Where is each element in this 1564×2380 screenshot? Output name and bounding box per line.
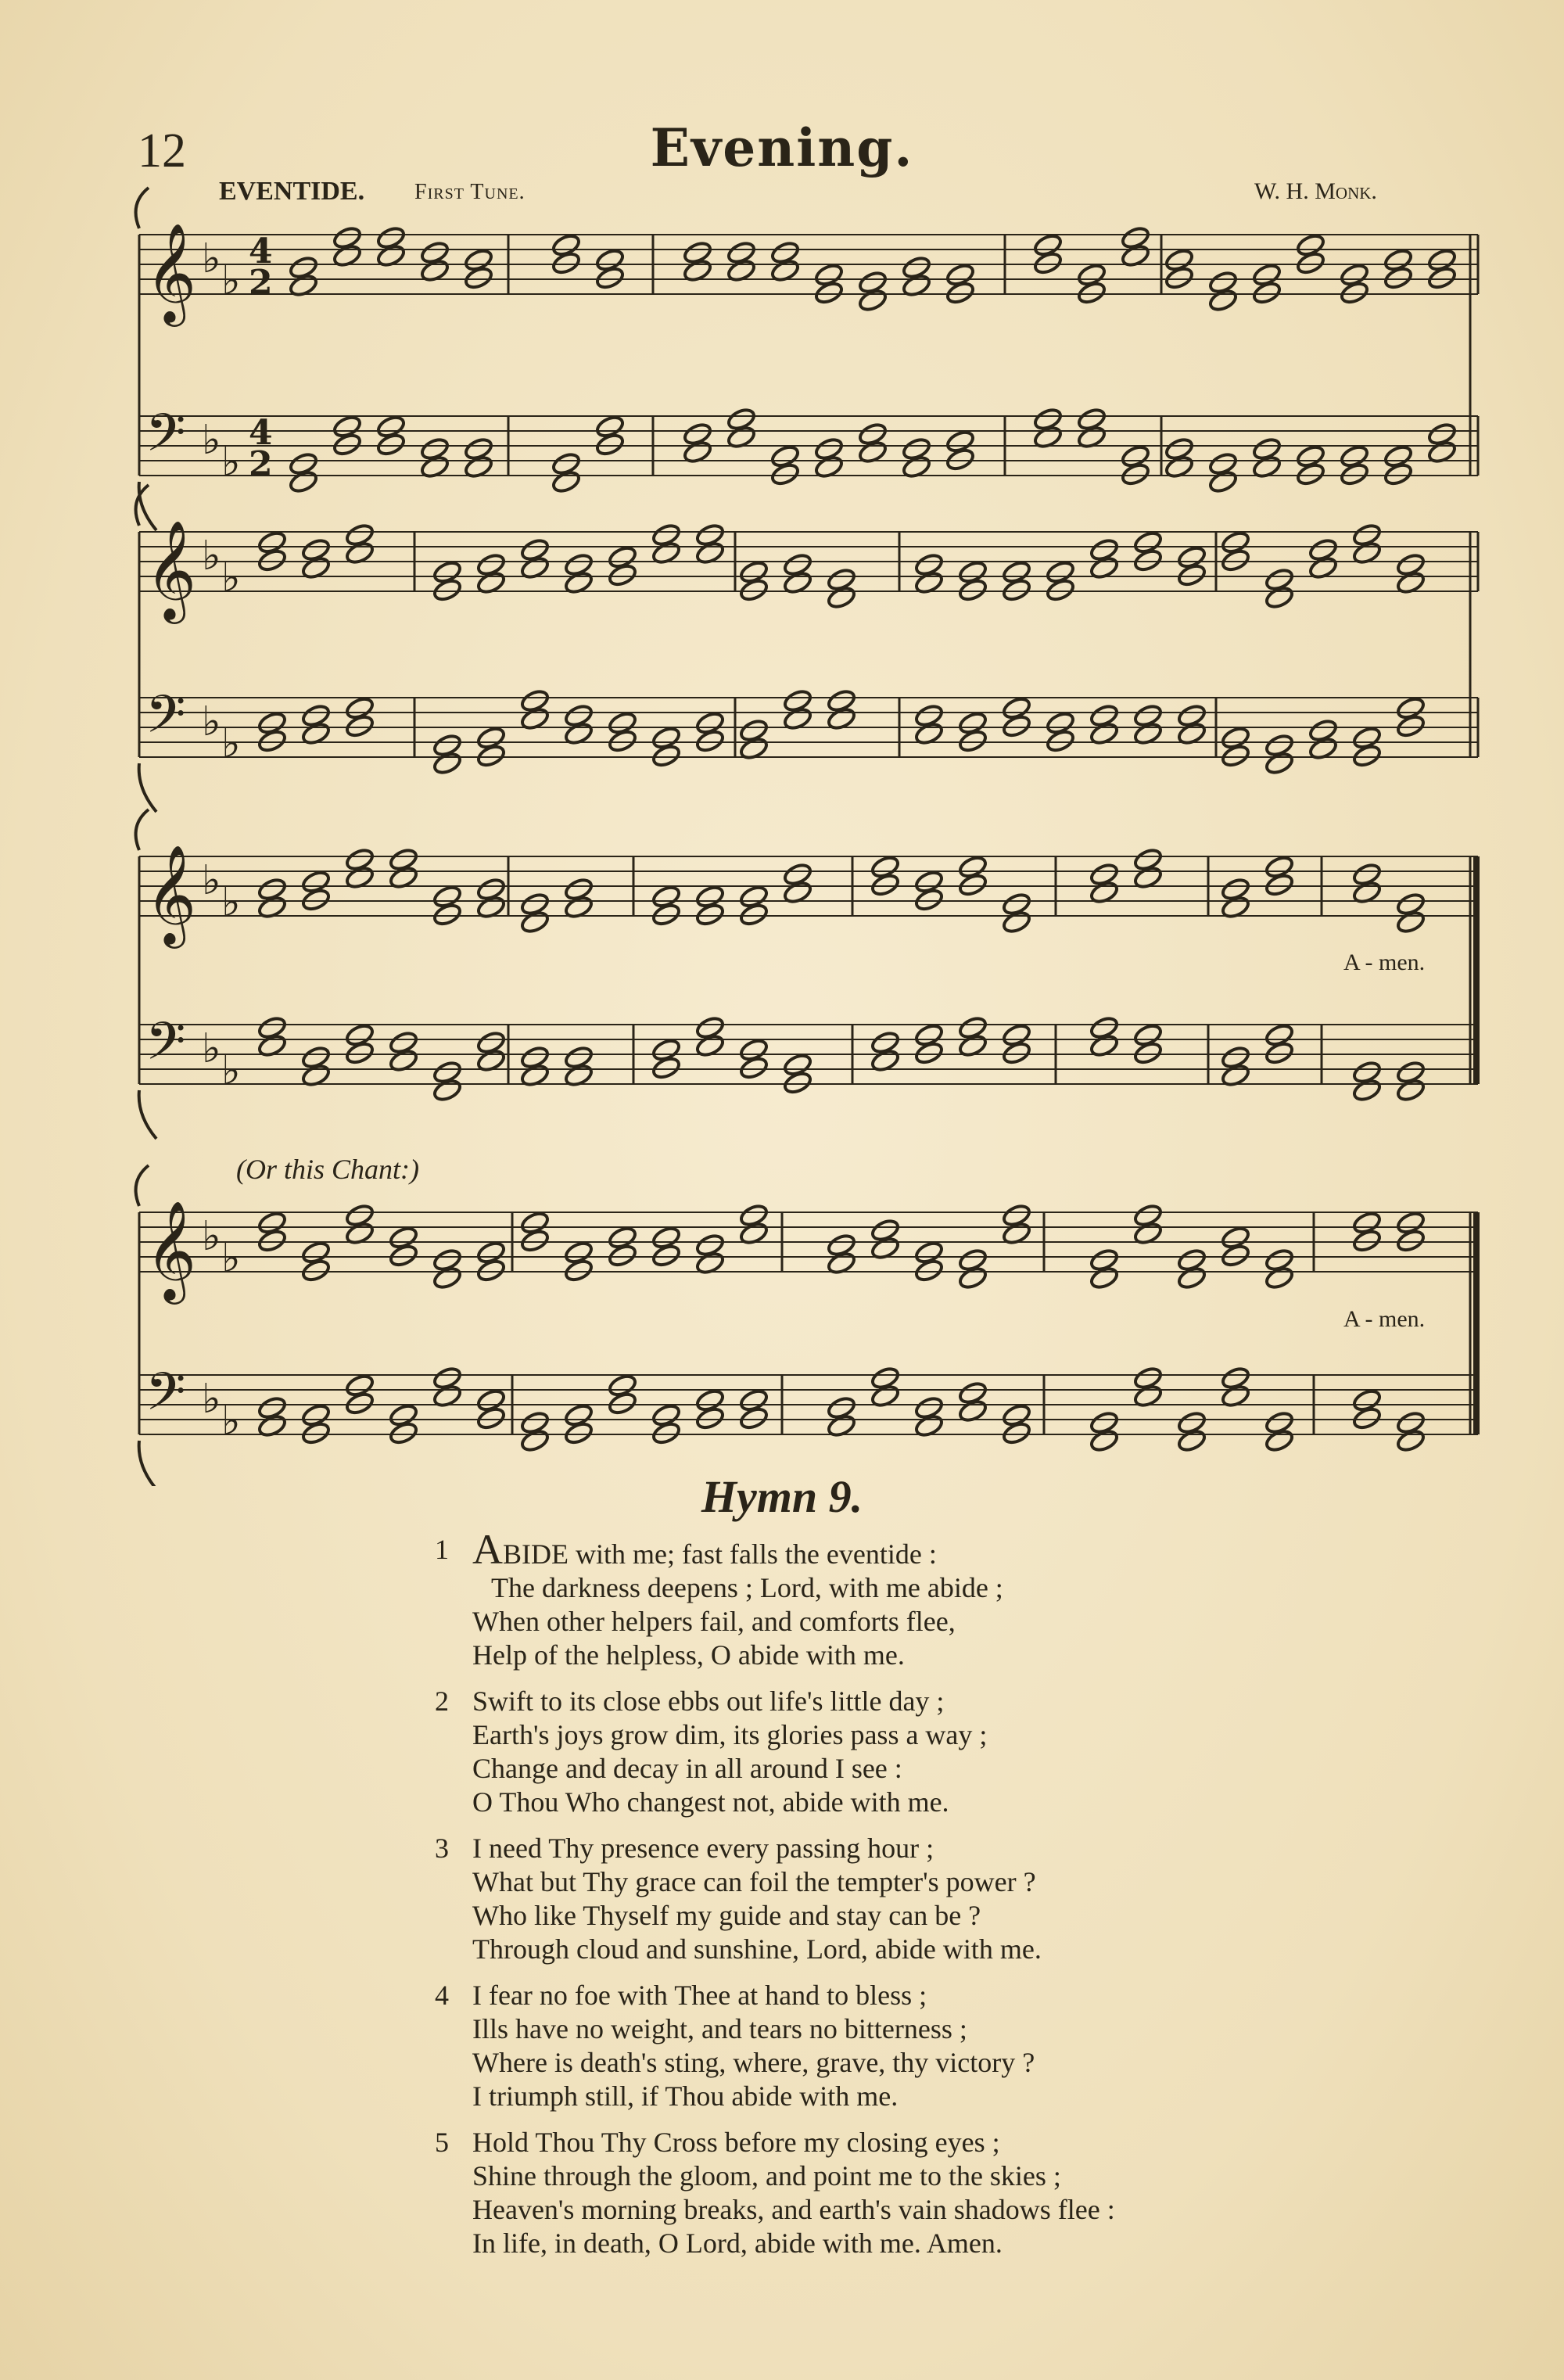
bass-clef: 𝄢: [145, 684, 186, 757]
verse: [435, 1832, 1451, 1966]
time-signature: 4: [249, 232, 273, 271]
hymn-title: Hymn 9.: [701, 1471, 863, 1522]
key-signature-flat: ♭: [221, 720, 241, 767]
verse-line: Through cloud and sunshine, Lord, abide with me.: [472, 1933, 1042, 1965]
time-signature: 4: [249, 413, 273, 453]
verse-line: Where is death's sting, where, grave, thy victory ?: [472, 2047, 1035, 2078]
amen-label: A - men.: [1343, 949, 1426, 975]
bass-clef: 𝄢: [145, 403, 186, 476]
verse: [435, 2126, 1451, 2260]
bass-clef: 𝄢: [145, 1011, 186, 1084]
key-signature-flat: ♭: [202, 417, 221, 464]
verse-line: Shine through the gloom, and point me to the skies ;: [472, 2160, 1061, 2192]
verse-line: I triumph still, if Thou abide with me.: [472, 2080, 899, 2112]
verse-line: Swift to its close ebbs out life's little day ;: [472, 1685, 945, 1717]
verse-number: 4: [435, 1980, 449, 2011]
key-signature-flat: ♭: [221, 439, 241, 486]
key-signature-flat: ♭: [202, 857, 221, 904]
verse-line: Hold Thou Thy Cross before my closing eyes ;: [472, 2127, 1000, 2158]
page-title: Evening.: [650, 117, 914, 178]
key-signature-flat: ♭: [221, 1047, 241, 1094]
tune-note: First Tune.: [414, 180, 526, 204]
verse-line: Heaven's morning breaks, and earth's vain shadows flee :: [472, 2194, 1115, 2225]
verse: [435, 1979, 1451, 2113]
composer: W. H. Monk.: [1254, 178, 1377, 204]
verse-line: When other helpers fail, and comforts flee,: [472, 1606, 956, 1637]
verse-line: The darkness deepens ; Lord, with me abide ;: [491, 1572, 1003, 1603]
time-signature: 2: [249, 263, 273, 303]
page-number: 12: [138, 124, 186, 178]
chant-label: (Or this Chant:): [236, 1154, 419, 1185]
verse-number: 1: [435, 1534, 449, 1565]
treble-clef: 𝄞: [145, 222, 197, 322]
time-signature: 2: [249, 444, 273, 484]
verse-line: Help of the helpless, O abide with me.: [472, 1639, 905, 1671]
key-signature-flat: ♭: [221, 1398, 241, 1445]
verse-line: I need Thy presence every passing hour ;: [472, 1833, 934, 1864]
verse-line: In life, in death, O Lord, abide with me. Amen.: [472, 2227, 1003, 2259]
key-signature-flat: ♭: [202, 1376, 221, 1423]
amen-label: A - men.: [1343, 1306, 1426, 1332]
verse-line: O Thou Who changest not, abide with me.: [472, 1786, 949, 1818]
verse: [435, 1685, 1451, 1819]
verse-line: I fear no foe with Thee at hand to bless ;: [472, 1980, 927, 2011]
key-signature-flat: ♭: [202, 1025, 221, 1072]
verse-line: Earth's joys grow dim, its glories pass a way ;: [472, 1719, 988, 1750]
key-signature-flat: ♭: [202, 698, 221, 745]
verse-line: Change and decay in all around I see :: [472, 1753, 902, 1784]
brace-curl: [139, 1090, 156, 1139]
verse-line: Ills have no weight, and tears no bitterness ;: [472, 2013, 967, 2044]
verse-line: Who like Thyself my guide and stay can be ?: [472, 1900, 981, 1931]
verse-line: ABIDE with me; fast falls the eventide :: [472, 1526, 937, 1573]
key-signature-flat: ♭: [202, 1213, 221, 1260]
key-signature-flat: ♭: [202, 533, 221, 580]
verse: [435, 1526, 1451, 1672]
bass-clef: 𝄢: [145, 1362, 186, 1434]
tune-name: EVENTIDE.: [219, 177, 365, 206]
treble-clef: 𝄞: [145, 1200, 197, 1300]
brace-curl: [139, 763, 156, 812]
verse-number: 3: [435, 1833, 449, 1864]
key-signature-flat: ♭: [221, 1235, 241, 1282]
treble-clef: 𝄞: [145, 844, 197, 944]
verse-number: 2: [435, 1685, 449, 1717]
verse-line: What but Thy grace can foil the tempter's power ?: [472, 1866, 1036, 1897]
key-signature-flat: ♭: [221, 257, 241, 304]
verse-number: 5: [435, 2127, 449, 2158]
key-signature-flat: ♭: [221, 555, 241, 601]
treble-clef: 𝄞: [145, 519, 197, 619]
key-signature-flat: ♭: [202, 235, 221, 282]
hymn-text: [435, 1526, 1451, 2273]
key-signature-flat: ♭: [221, 879, 241, 926]
